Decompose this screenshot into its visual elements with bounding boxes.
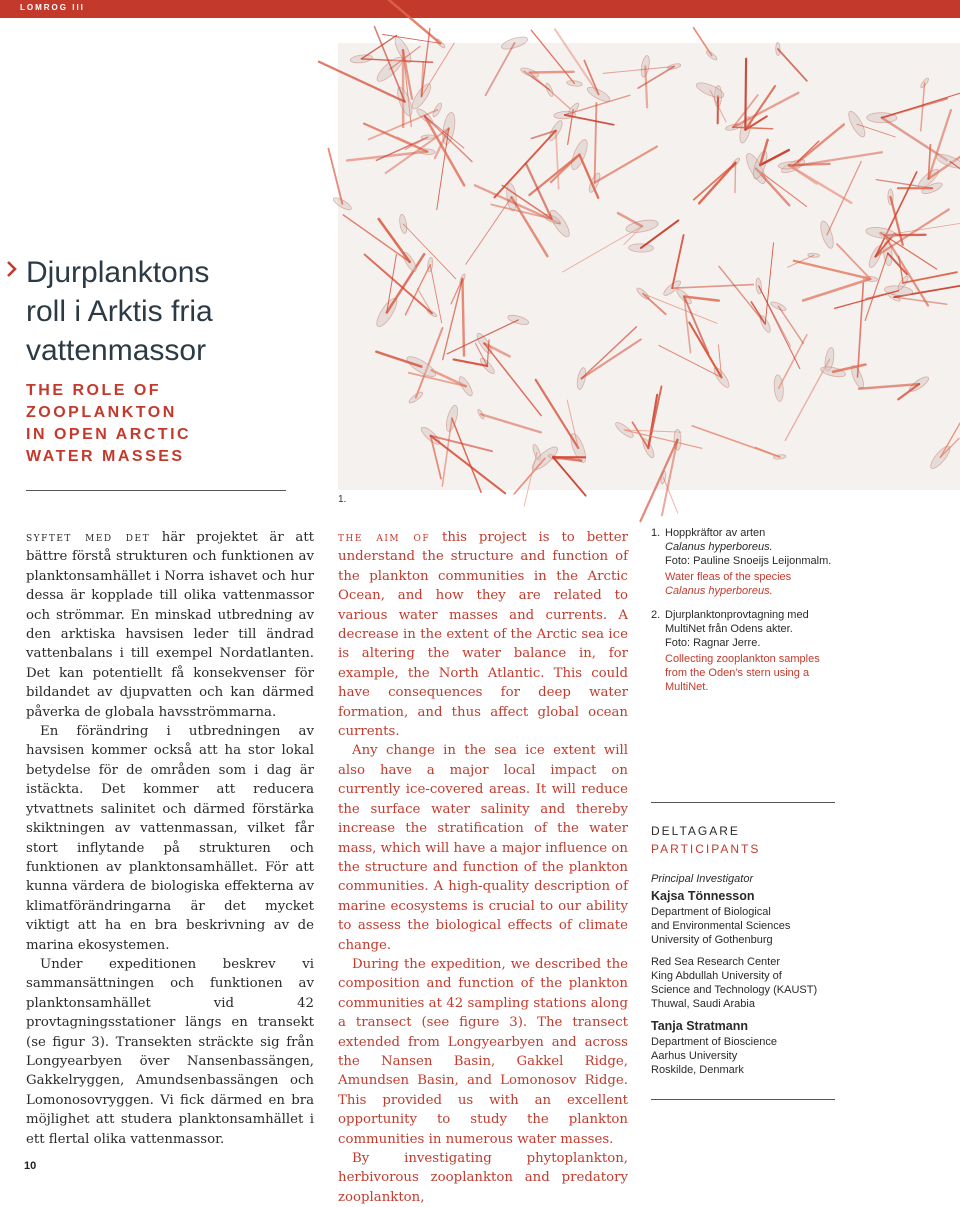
subtitle-line: WATER MASSES	[26, 446, 326, 468]
affiliation-line: Roskilde, Denmark	[651, 1063, 841, 1077]
zooplankton-photo	[338, 43, 960, 490]
chevron-right-icon	[6, 260, 17, 278]
plankton-shape	[818, 161, 861, 249]
subtitle-line: IN OPEN ARCTIC	[26, 424, 326, 446]
plankton-shape	[524, 444, 542, 507]
plankton-shape	[794, 244, 878, 300]
plankton-shape	[743, 151, 807, 206]
paragraph: By investigating phytoplankton, herbivorous zooplankton and predatory zooplankton,	[338, 1149, 628, 1207]
plankton-shape	[632, 386, 661, 459]
caption-en	[665, 652, 841, 694]
plankton-shape	[587, 103, 657, 194]
plankton-shape	[719, 243, 773, 334]
title-line: vattenmassor	[26, 331, 326, 370]
participants-heading-en: PARTICIPANTS	[651, 840, 760, 858]
lead-in: the aim of	[338, 530, 430, 545]
plankton-shape	[662, 235, 753, 298]
caption-1	[651, 526, 841, 598]
plankton-shape	[409, 28, 454, 111]
article-title	[26, 253, 326, 370]
caption-number: 1.	[651, 526, 660, 540]
header-label: LOMROG III	[20, 3, 85, 12]
plankton-shape	[694, 157, 741, 203]
affiliation-line: Department of Biological	[651, 905, 841, 919]
article-subtitle	[26, 380, 326, 468]
plankton-shape	[859, 374, 930, 399]
plankton-shape	[554, 95, 630, 124]
plankton-shape	[770, 300, 804, 343]
plankton-shape	[536, 380, 589, 464]
page-number: 10	[24, 1160, 36, 1172]
paragraph: During the expedition, we described the composition and function of the plankton communities at 42 sampling stations along a transect (see figure 3). The transect extended from Longyearbyen and across the Nansen Basin, Gakkel Ridge, Amundsen Basin, and Lomonosov Ridge. This provided us with an excellent opportunity to study the plankton communities in numerous water masses.	[338, 955, 628, 1149]
caption-en-text: Water fleas of the species	[665, 570, 841, 584]
caption-en	[665, 570, 841, 598]
plankton-shape	[350, 35, 433, 63]
plankton-shape	[849, 283, 866, 390]
paragraph: Any change in the sea ice extent will also have a major local impact on currently ice-covered areas. It will reduce the surface water salinity and thereby increase the stratification of the water mass, which will have a major influence on the structure and function of the plankton communities. A high-quality description of marine ecosystems is crucial to our ability to assess the biological effects of climate change.	[338, 741, 628, 954]
plankton-shape	[614, 420, 702, 448]
participants-list	[651, 872, 841, 1077]
plankton-shape	[576, 327, 641, 390]
plankton-shape	[694, 28, 719, 62]
figure-number: 1.	[338, 494, 346, 505]
title-line: Djurplanktons	[26, 253, 326, 292]
swedish-body-text	[26, 528, 314, 1149]
plankton-shape	[520, 66, 574, 108]
plankton-shape	[725, 93, 798, 132]
plankton-shape	[466, 183, 548, 264]
plankton-shape	[475, 331, 542, 415]
plankton-shape	[477, 409, 541, 433]
lead-in: syftet med det	[26, 530, 150, 545]
paragraph-text: this project is to better understand the structure and function of the plankton communities in the Arctic Ocean, and how they are related to various water masses and currents. A decrease in the extent of the Arctic sea ice is altering the water balance in, for example, the North Atlantic. This could have consequences for deep water formation, and thus affect global ocean currents.	[338, 530, 628, 739]
plankton-shape	[386, 112, 457, 210]
plankton-shape	[928, 394, 960, 471]
paragraph	[26, 528, 314, 722]
caption-en-species: Calanus hyperboreus.	[665, 584, 841, 598]
english-body-text	[338, 528, 628, 1207]
plankton-shape	[328, 149, 353, 212]
plankton-shape	[343, 215, 418, 273]
participant-role: Principal Investigator	[651, 872, 841, 886]
plankton-shape	[563, 213, 659, 272]
divider	[26, 490, 286, 491]
plankton-shape	[491, 164, 561, 226]
participants-heading-sv: DELTAGARE	[651, 822, 760, 840]
caption-number: 2.	[651, 608, 660, 622]
subtitle-line: THE ROLE OF	[26, 380, 326, 402]
paragraph: En förändring i utbredningen av havsisen kommer också att ha stor lokal betydelse för de områden som i dag är istäckta. Det kommer att reducera ytvattnets salinitet och därmed förstärka skiktningen av vattenmassan, vilket får stort inflytande på strukturen och funktionen av planktonsamhället. För att kunna värdera de biologiska effekterna av klimatförändringarna är det mycket viktigt att ha en bra beskrivning av de marina ekosystemen.	[26, 722, 314, 955]
affiliation-line: Science and Technology (KAUST)	[651, 983, 841, 997]
subtitle-line: ZOOPLANKTON	[26, 402, 326, 424]
plankton-shape	[635, 286, 717, 323]
participants-heading	[651, 822, 760, 858]
caption-photo-credit: Foto: Pauline Snoeijs Leijonmalm.	[665, 554, 841, 568]
affiliation-line: University of Gothenburg	[651, 933, 841, 947]
caption-sv	[665, 526, 841, 568]
title-line: roll i Arktis fria	[26, 292, 326, 331]
affiliation-line: King Abdullah University of	[651, 969, 841, 983]
plankton-shape	[376, 352, 438, 380]
plankton-shape	[675, 287, 719, 353]
paragraph	[338, 528, 628, 741]
plankton-shape	[659, 323, 732, 390]
plankton-shape	[398, 214, 455, 279]
plankton-shape	[419, 425, 505, 494]
affiliation-line: Red Sea Research Center	[651, 955, 841, 969]
caption-sv-text: Djurplanktonprovtagning med MultiNet från Odens akter.	[665, 608, 841, 636]
caption-sv-text: Hoppkräftor av arten	[665, 526, 841, 540]
header-bar	[0, 0, 960, 18]
participant-name: Tanja Stratmann	[651, 1019, 841, 1033]
plankton-shape	[776, 42, 807, 80]
plankton-shape	[692, 426, 786, 460]
plankton-shape	[778, 161, 851, 203]
plankton-shape	[494, 119, 564, 197]
zooplankton-illustration	[338, 43, 960, 490]
figure-captions	[651, 526, 841, 704]
caption-sv-species: Calanus hyperboreus.	[665, 540, 841, 554]
caption-photo-credit: Foto: Ragnar Jerre.	[665, 636, 841, 650]
caption-sv	[665, 608, 841, 650]
caption-en-text: Collecting zooplankton samples from the Oden’s stern using a MultiNet.	[665, 652, 841, 694]
paragraph-text: här projektet är att bättre förstå strukturen och funktionen av planktonsamhället i Norra ishavet och hur dessa är kopplade till olika vattenmassor och strömmar. En minskad utbredning av den arktiska havsisen leder till ändrad vattenbalans i till exempel Nordatlanten. Det kan potentiellt få konsekvenser för bildandet av djupvatten och kan därmed påverka de globala havsströmmarna.	[26, 530, 314, 720]
participant-name: Kajsa Tönnesson	[651, 889, 841, 903]
plankton-shape	[365, 254, 438, 317]
plankton-shape	[916, 110, 960, 191]
plankton-shape	[374, 46, 420, 84]
plankton-shape	[555, 29, 612, 104]
divider	[651, 1099, 835, 1100]
plankton-shape	[547, 454, 585, 496]
plankton-shape	[566, 102, 580, 145]
plankton-shape	[738, 59, 775, 144]
affiliation-line: Aarhus University	[651, 1049, 841, 1063]
divider	[651, 802, 835, 803]
affiliation-line: Department of Bioscience	[651, 1035, 841, 1049]
caption-2	[651, 608, 841, 694]
affiliation-line: and Environmental Sciences	[651, 919, 841, 933]
plankton-shape	[376, 134, 434, 160]
affiliation-line: Thuwal, Saudi Arabia	[651, 997, 841, 1011]
paragraph: Under expeditionen beskrev vi sammansättningen och funktionen av planktonsamhället vid 42 provtagningsstationer längs en transekt (se figur 3). Transekten sträckte sig från Longyearbyen över Nansenbassängen, Gakkelryggen, Amundsenbassängen och Lomonosovryggen. Vi fick därmed en bra möjlighet att studera planktonsamhället i ett flertal olika vattenmassor.	[26, 955, 314, 1149]
plankton-shape	[486, 34, 529, 95]
